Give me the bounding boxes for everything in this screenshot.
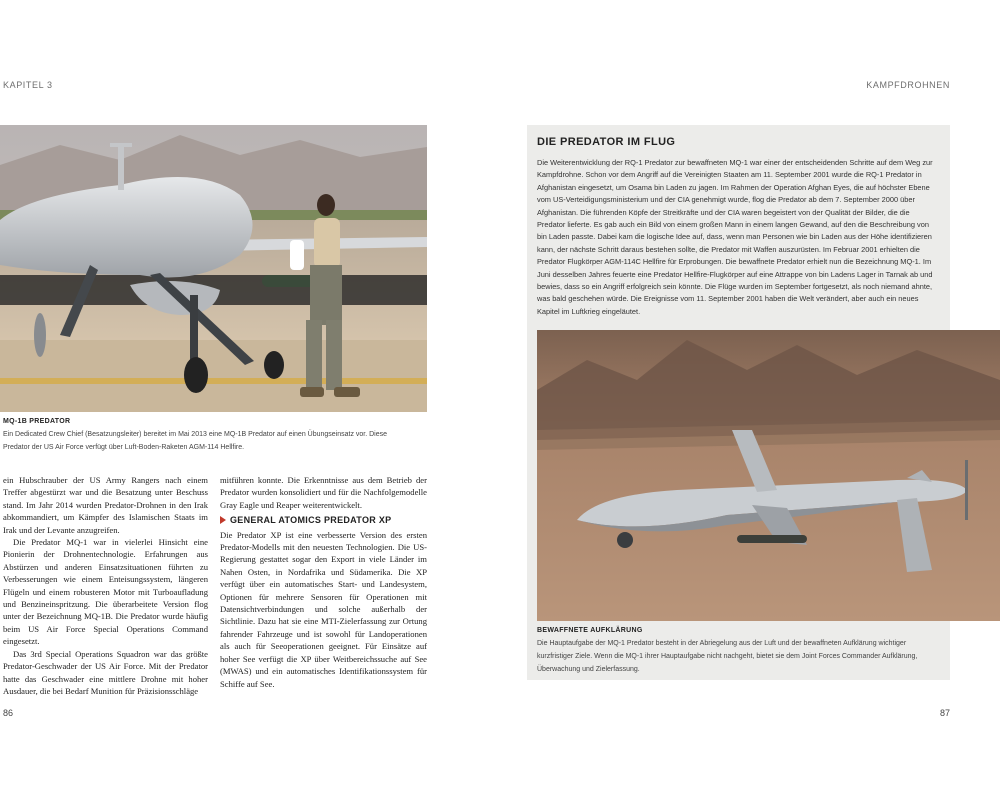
bullet-triangle-icon: [220, 516, 226, 524]
column1-paragraph-1: ein Hubschrauber der US Army Rangers nach einem Treffer abgestürzt war und die Besatzung unter Beschuss stand. Im Jahr 2014 wurden Predator-Drohnen in den Irak abkommandiert, um Kämpfer des Islamischen Staats im Irak und der Levante anzugreifen.: [3, 475, 208, 535]
column2-paragraph-2: Die Predator XP ist eine verbesserte Version des ersten Predator-Modells mit den neuesten Technologien. Die US-Regierung gestattet sogar den Export in viele Länder im Nahen Osten, in Nordafrika und Südamerika. Die XP verfügt über ein automatisches Start- und Landesystem, Optionen für mehrere Sensoren für Operationen mit Datensichtverbindungen und solche außerhalb der Sichtlinie. Dazu hat sie eine MTI-Zielerfassung zur Ortung fahrender Fahrzeuge und ist sowohl für Landoperationen als auch für Seeoperationen geeignet. Für Einsätze auf hoher See verfügt die XP über Weitbereichssuche auf See (MWAS) und ein automatisches Identifikationssystem für Schiffe auf See.: [220, 529, 427, 689]
drone-flight-illustration: [537, 330, 1000, 621]
page-number-left: 86: [3, 708, 14, 718]
right-photo-caption-title: BEWAFFNETE AUFKLÄRUNG: [537, 627, 643, 634]
running-head-right: KAMPFDROHNEN: [866, 80, 950, 90]
sidebar-title: DIE PREDATOR IM FLUG: [537, 136, 676, 148]
photo-drone-in-flight: [537, 330, 1000, 621]
column1-paragraph-2: Die Predator MQ-1 war in vielerlei Hinsicht eine Pionierin der Drohnentechnologie. Erfahrungen aus Abstürzen und anderen Einsatzsituationen führten zu Verbesserungen wie einem Enteisungssystem, längeren Flügeln und einem robusteren Motor mit Turboaufladung und Benzineinspritzung. Die überarbeitete Version flog unter der Bezeichnung MQ-1B. Die Predator wurde häufig beim US Air Force Special Operations Command eingesetzt.: [3, 537, 208, 647]
sidebar-text: Die Weiterentwicklung der RQ-1 Predator zur bewaffneten MQ-1 war einer der entscheidenden Schritte auf dem Weg zur Kampfdrohne. Schon vor dem Angriff auf die Vereinigten Staaten am 11. September 2001 wurde die RQ-1 Predator in Afghanistan eingesetzt, um Osama bin Laden zu jagen. Im Rahmen der Operation Afghan Eyes, die auf höchster Ebene vom US-Verteidigungsministerium und der CIA genehmigt wurde, flog die Predator ab dem 7. September 2000 über Afghanistan. Die führenden Köpfe der Streitkräfte und der CIA waren begeistert von der Qualität der Bilder, die die Predator lieferte. Es gab auch ein Bild von einem großen Mann in einem langen Gewand, auf den die Beschreibung von bin Laden passte. Dabei kam die logische Idee auf, dass, wenn man Personen wie bin Laden aus der Höhe identifizieren kann, der nächste Schritt daraus bestehen sollte, die Predator mit Waffen auszurüsten. Im Februar 2001 erhielten die Predator Flugkörper AGM-114C Hellfire für Erprobungen. Die bewaffnete Predator erhielt nun die Bezeichnung MQ-1. Im Juni desselben Jahres feuerte eine Predator Hellfire-Flugkörper auf eine Attrappe von bin Ladens Lager in Tarnak ab und bewies, dass so ein Angriff erfolgreich sein könnte. Die Flüge wurden im September fortgesetzt, als noch niemand ahnte, was bald geschehen würde. Die Ereignisse vom 11. September 2001 haben die Welt verändert, aber auch ein neues Kapitel im Luftkrieg eingeläutet.: [537, 158, 933, 316]
predator-xp-heading-text: GENERAL ATOMICS PREDATOR XP: [230, 515, 392, 526]
left-photo-caption-text: Ein Dedicated Crew Chief (Besatzungsleiter) bereitet im Mai 2013 eine MQ-1B Predator auf einen Übungseinsatz vor. Diese Predator der US Air Force verfügt über Luft-Boden-Raketen AGM-114 Hellfire.: [3, 431, 388, 451]
left-photo-caption-title: MQ-1B PREDATOR: [3, 418, 71, 425]
page-number-right: 87: [939, 708, 950, 718]
text-column-1: [3, 474, 208, 697]
running-head-left: KAPITEL 3: [3, 80, 53, 90]
column2-paragraph-1: mitführen konnte. Die Erkenntnisse aus dem Betrieb der Predator wurden konsolidiert und für die Nachfolgemodelle Gray Eagle und Reaper weiterentwickelt.: [220, 475, 427, 510]
drone-tarmac-illustration: [0, 125, 427, 412]
column1-paragraph-3: Das 3rd Special Operations Squadron war das größte Predator-Geschwader der US Air Force. Mit der Predator hatte das Geschwader eine mittlere Drohne mit hoher Ausdauer, die bei Bedarf Munition für Präzisionsschläge: [3, 648, 208, 696]
predator-xp-heading: [220, 514, 427, 526]
photo-drone-on-tarmac: [0, 125, 427, 412]
text-column-2: [220, 474, 427, 690]
right-photo-caption-text: Die Hauptaufgabe der MQ-1 Predator besteht in der Abriegelung aus der Luft und der bewaffneten Aufklärung wichtiger kurzfristiger Ziele. Wenn die MQ-1 ihrer Hauptaufgabe nicht nachgeht, bietet sie dem Joint Forces Commander Aufklärung, Überwachung und Zielerfassung.: [537, 640, 918, 673]
